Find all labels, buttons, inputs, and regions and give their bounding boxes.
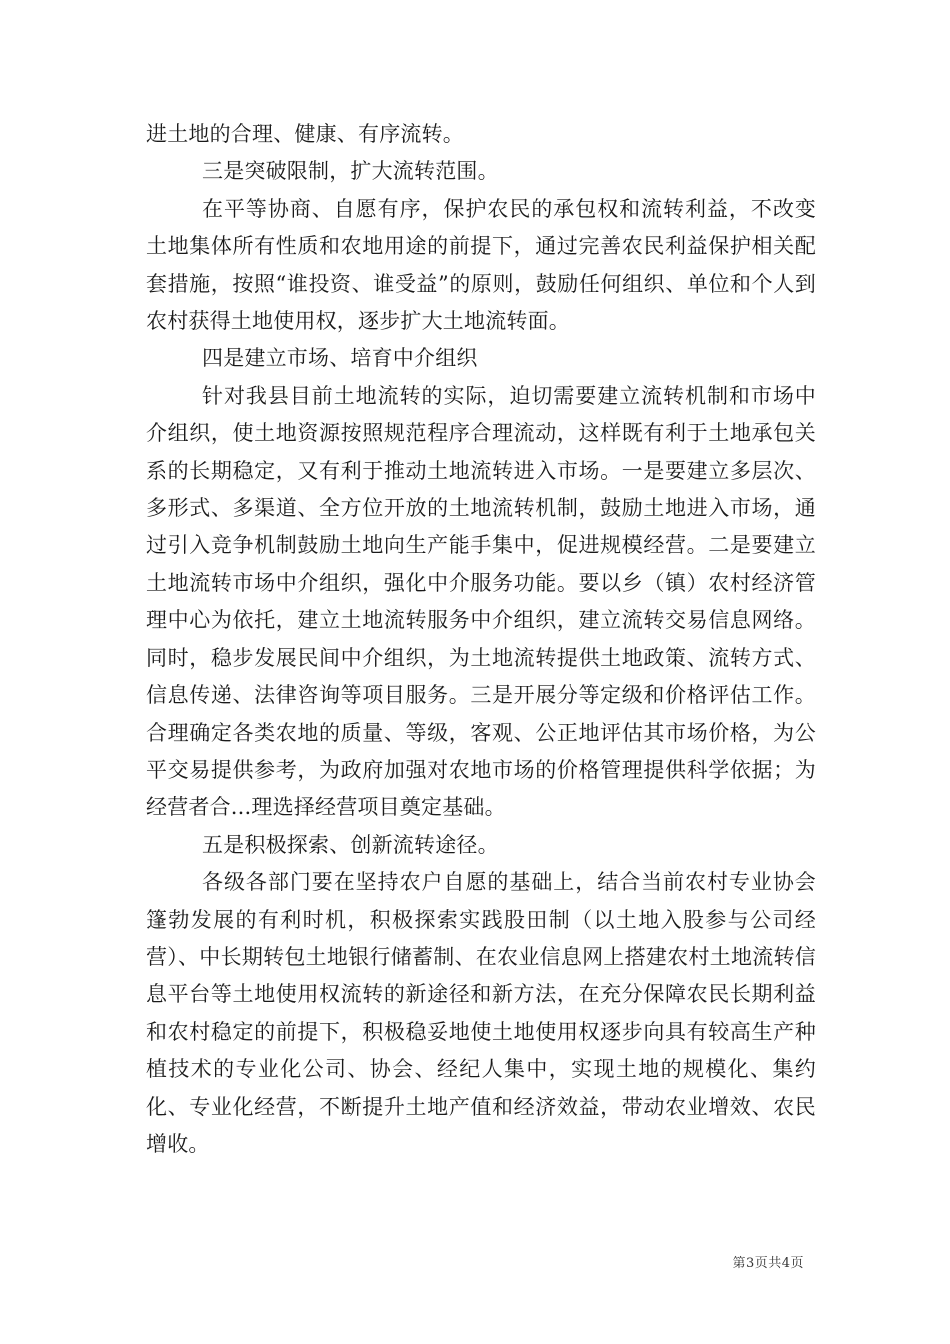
paragraph-land-transfer-closing: 进土地的合理、健康、有序流转。 [146,122,464,146]
paragraph-point-five-body: 各级各部门要在坚持农户自愿的基础上，结合当前农村专业协会篷勃发展的有利时机，积极探索实践股田制（以土地入股参与公司经营）、中长期转包土地银行储蓄制、在农业信息网上搭建农村土地流转信息平台等土地使用权流转的新途径和新方法，在充分保障农民长期利益和农村稳定的前提下，积极稳妥地使土地使用权逐步向具有较高生产种植技术的专业化公司、协会、经纪人集中，实现土地的规模化、集约化、专业化经营，不断提升土地产值和经济效益，带动农业增效、农民增收。 [146,870,816,1156]
paragraph-point-four-body: 针对我县目前土地流转的实际，迫切需要建立流转机制和市场中介组织，使土地资源按照规范程序合理流动，这样既有利于土地承包关系的长期稳定，又有利于推动土地流转进入市场。一是要建立多层次、多形式、多渠道、全方位开放的土地流转机制，鼓励土地进入市场，通过引入竞争机制鼓励土地向生产能手集中，促进规模经营。二是要建立土地流转市场中介组织，强化中介服务功能。要以乡（镇）农村经济管理中心为依托，建立土地流转服务中介组织，建立流转交易信息网络。同时，稳步发展民间中介组织，为土地流转提供土地政策、流转方式、信息传递、法律咨询等项目服务。三是开展分等定级和价格评估工作。合理确定各类农地的质量、等级，客观、公正地评估其市场价格，为公平交易提供参考，为政府加强对农地市场的价格管理提供科学依据；为经营者合...理选择经营项目奠定基础。 [146,383,816,820]
paragraph-point-three-body: 在平等协商、自愿有序，保护农民的承包权和流转利益，不改变土地集体所有性质和农地用途的前提下，通过完善农民利益保护相关配套措施，按照“谁投资、谁受益”的原则，鼓励任何组织、单位和个人到农村获得土地使用权，逐步扩大土地流转面。 [146,196,816,334]
heading-point-five: 五是积极探索、创新流转途径。 [202,832,499,857]
page-number-footer: 第3页共4页 [732,1256,804,1271]
heading-point-three: 三是突破限制，扩大流转范围。 [202,159,499,184]
document-body [146,116,816,1163]
heading-point-four: 四是建立市场、培育中介组织 [202,346,478,371]
